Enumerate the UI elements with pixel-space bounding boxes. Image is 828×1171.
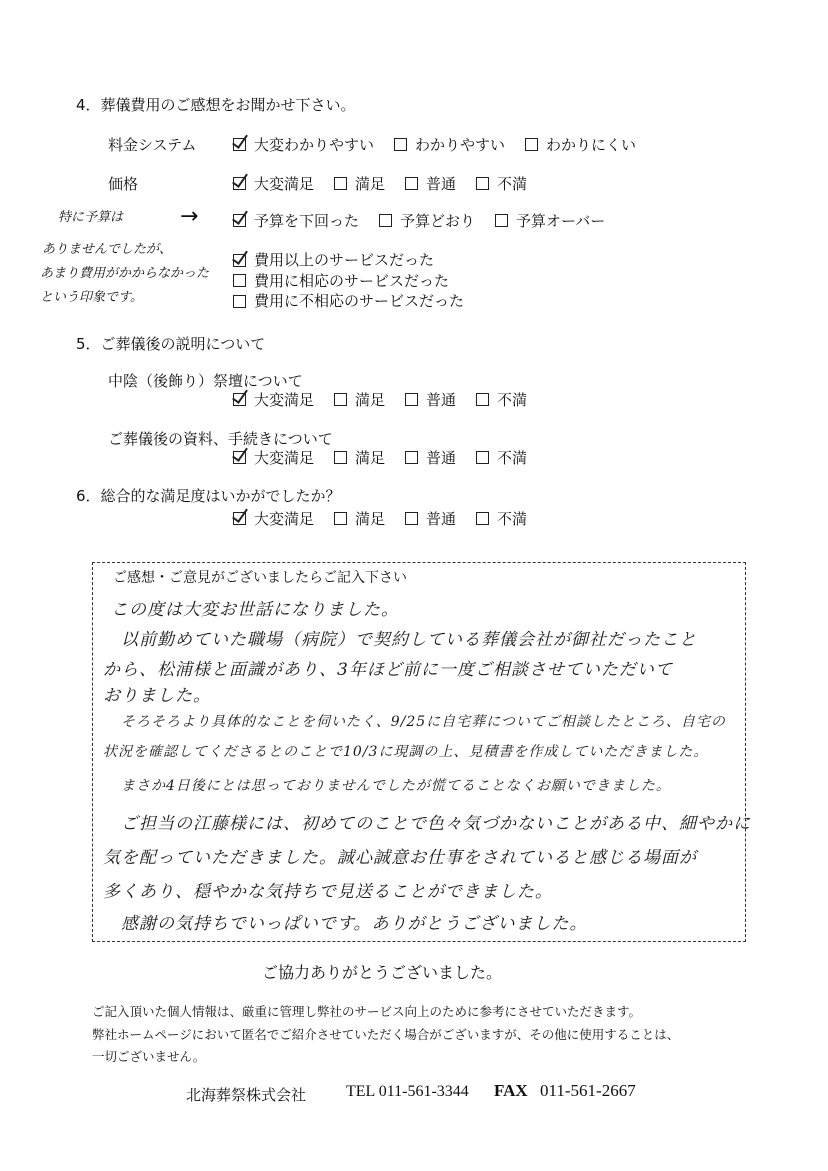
checkbox[interactable] bbox=[334, 177, 347, 190]
comments-box bbox=[92, 562, 751, 942]
option-label: 予算を下回った bbox=[254, 212, 360, 230]
option[interactable] bbox=[405, 447, 456, 468]
comment-line: 状況を確認してくださるとのことで10/3に現調の上、見積書を作成していただきました。 bbox=[103, 744, 709, 760]
option-label: 不満 bbox=[497, 449, 528, 467]
option-label: 普通 bbox=[426, 510, 457, 528]
checkbox[interactable] bbox=[233, 393, 246, 406]
checkbox[interactable] bbox=[233, 295, 246, 308]
comment-line: そろそろより具体的なことを伺いたく、9/25に自宅葬についてご相談したところ、自宅の bbox=[121, 714, 726, 730]
option-label: 不満 bbox=[497, 391, 528, 409]
q5-item-label: 中陰（後飾り）祭壇について bbox=[108, 372, 303, 390]
checkbox[interactable] bbox=[233, 451, 246, 464]
privacy-text: ご記入頂いた個人情報は、厳重に管理し弊社のサービス向上のために参考にさせていただきます。 bbox=[92, 1004, 642, 1019]
arrow-icon: → bbox=[180, 204, 199, 229]
option-label: 大変わかりやすい bbox=[254, 136, 375, 154]
option[interactable] bbox=[334, 508, 385, 529]
comment-line: 多くあり、穏やかな気持ちで見送ることができました。 bbox=[103, 882, 553, 902]
option[interactable] bbox=[233, 508, 314, 529]
comment-line: この度は大変お世話になりました。 bbox=[111, 600, 399, 620]
option-label: 普通 bbox=[426, 391, 457, 409]
option[interactable] bbox=[394, 134, 505, 155]
option-label: 満足 bbox=[355, 510, 386, 528]
checkbox[interactable] bbox=[233, 512, 246, 525]
option-label: わかりにくい bbox=[546, 136, 637, 154]
fax-number: 011-561-2667 bbox=[540, 1081, 636, 1100]
comment-line: 以前勤めていた職場（病院）で契約している葬儀会社が御社だったこと bbox=[121, 630, 697, 650]
option-label: 大変満足 bbox=[254, 510, 315, 528]
option[interactable] bbox=[405, 508, 456, 529]
fax-label: FAX bbox=[494, 1081, 528, 1100]
option[interactable] bbox=[525, 134, 636, 155]
tel-number: TEL 011-561-3344 bbox=[346, 1083, 469, 1100]
option-label: 満足 bbox=[355, 449, 386, 467]
option[interactable] bbox=[233, 173, 314, 194]
option-label: 満足 bbox=[355, 175, 386, 193]
option[interactable] bbox=[233, 134, 374, 155]
company-name: 北海葬祭株式会社 bbox=[186, 1086, 307, 1104]
option-label: 予算どおり bbox=[400, 212, 476, 230]
option-label: わかりやすい bbox=[415, 136, 506, 154]
checkbox[interactable] bbox=[233, 254, 246, 267]
checkbox[interactable] bbox=[233, 177, 246, 190]
checkbox[interactable] bbox=[476, 512, 489, 525]
q4-budget-options bbox=[233, 210, 625, 231]
q4-row-label: 料金システム bbox=[108, 136, 197, 154]
option-label: 普通 bbox=[426, 175, 457, 193]
option-label: 大変満足 bbox=[254, 391, 315, 409]
checkbox[interactable] bbox=[233, 214, 246, 227]
option[interactable] bbox=[476, 508, 527, 529]
handwritten-note: という印象です。 bbox=[40, 290, 143, 305]
q5-documents-options bbox=[233, 447, 547, 468]
handwritten-note: あまり費用がかからなかった bbox=[40, 266, 210, 281]
option[interactable] bbox=[334, 389, 385, 410]
checkbox[interactable] bbox=[334, 512, 347, 525]
checkbox[interactable] bbox=[233, 138, 246, 151]
option[interactable] bbox=[379, 210, 475, 231]
service-option[interactable] bbox=[233, 291, 464, 312]
comments-heading: ご感想・ご意見がございましたらご記入下さい bbox=[113, 570, 407, 586]
q5-item-label: ご葬儀後の資料、手続きについて bbox=[108, 430, 333, 448]
checkbox[interactable] bbox=[405, 177, 418, 190]
option-label: 普通 bbox=[426, 449, 457, 467]
checkbox[interactable] bbox=[476, 393, 489, 406]
q6-title: 6．総合的な満足度はいかがでしたか？ bbox=[76, 487, 341, 505]
option[interactable] bbox=[405, 173, 456, 194]
option[interactable] bbox=[334, 447, 385, 468]
handwritten-note: ありませんでしたが、 bbox=[42, 242, 173, 257]
option-label: 予算オーバー bbox=[516, 212, 606, 230]
q4-pricing-system-options bbox=[233, 134, 656, 155]
q4-title: 4．葬儀費用のご感想をお聞かせ下さい。 bbox=[76, 96, 356, 114]
comment-line: まさか4日後にとは思っておりませんでしたが慌てることなくお願いできました。 bbox=[121, 778, 671, 794]
q6-options bbox=[233, 508, 547, 529]
option-label: 費用以上のサービスだった bbox=[254, 251, 435, 269]
option[interactable] bbox=[476, 173, 527, 194]
option[interactable] bbox=[334, 173, 385, 194]
option-label: 大変満足 bbox=[254, 175, 315, 193]
q5-altar-options bbox=[233, 389, 547, 410]
privacy-text: 弊社ホームページにおいて匿名でご紹介させていただく場合がございますが、その他に使用することは、 bbox=[92, 1027, 680, 1042]
option[interactable] bbox=[405, 389, 456, 410]
checkbox[interactable] bbox=[334, 451, 347, 464]
checkbox[interactable] bbox=[405, 451, 418, 464]
comment-line: おりました。 bbox=[103, 686, 211, 706]
option-label: 不満 bbox=[497, 175, 528, 193]
option[interactable] bbox=[233, 210, 359, 231]
service-option[interactable] bbox=[233, 271, 464, 292]
q4-price-options bbox=[233, 173, 547, 194]
option[interactable] bbox=[476, 389, 527, 410]
option-label: 費用に不相応のサービスだった bbox=[254, 292, 465, 310]
checkbox[interactable] bbox=[379, 214, 392, 227]
option-label: 大変満足 bbox=[254, 449, 315, 467]
option-label: 費用に相応のサービスだった bbox=[254, 271, 450, 290]
option[interactable] bbox=[495, 210, 605, 231]
option[interactable] bbox=[476, 447, 527, 468]
checkbox[interactable] bbox=[476, 177, 489, 190]
option[interactable] bbox=[233, 447, 314, 468]
q4-row-label: 価格 bbox=[108, 175, 139, 193]
comment-line: 感謝の気持ちでいっぱいです。ありがとうございました。 bbox=[121, 914, 588, 934]
privacy-text: 一切ございません。 bbox=[92, 1049, 206, 1064]
service-option[interactable] bbox=[233, 250, 464, 271]
checkbox[interactable] bbox=[394, 138, 407, 151]
option[interactable] bbox=[233, 389, 314, 410]
option-label: 不満 bbox=[497, 510, 528, 528]
checkbox[interactable] bbox=[334, 393, 347, 406]
comment-line: から、松浦様と面識があり、3年ほど前に一度ご相談させていただいて bbox=[103, 660, 673, 680]
comment-line: ご担当の江藤様には、初めてのことで色々気づかないことがある中、細やかに bbox=[121, 814, 751, 834]
thanks-text: ご協力ありがとうございました。 bbox=[262, 963, 503, 982]
checkbox[interactable] bbox=[476, 451, 489, 464]
checkbox[interactable] bbox=[405, 393, 418, 406]
comment-line: 気を配っていただきました。誠心誠意お仕事をされていると感じる場面が bbox=[103, 848, 697, 868]
checkbox[interactable] bbox=[233, 274, 246, 287]
checkbox[interactable] bbox=[525, 138, 538, 151]
checkbox[interactable] bbox=[495, 214, 508, 227]
checkbox[interactable] bbox=[405, 512, 418, 525]
handwritten-note: 特に予算は bbox=[58, 210, 124, 225]
q4-service-options bbox=[233, 250, 484, 312]
option-label: 満足 bbox=[355, 391, 386, 409]
q5-title: 5．ご葬儀後の説明について bbox=[76, 335, 266, 353]
